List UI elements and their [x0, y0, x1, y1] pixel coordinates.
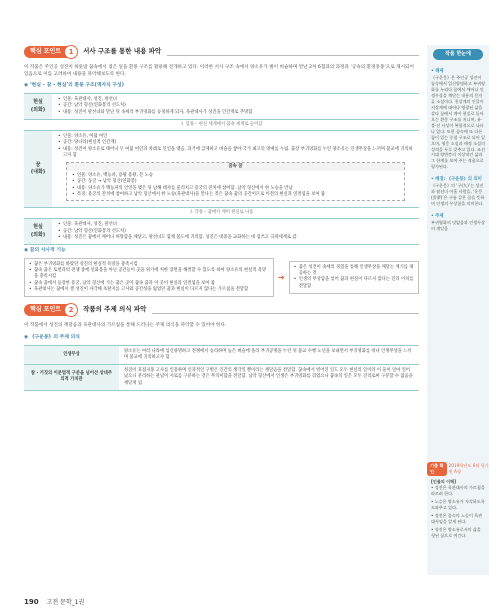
list-item: • 공간: 동굴 → 남악 형산(연화봉)	[72, 179, 399, 185]
quiz-source: 2019학년도 6월 평가원 A형	[448, 463, 489, 475]
list-item: • 내용: 성진이 양소유로 태어나 두 여덟 여인과 차례로 인연을 맺음. 과거에 급제하고 벼슬을 쌓아 국가 최고의 영예를 누림. 출장 부귀영화를 누린 양소유는 인생무상을 느끼며 불교에 귀의하고자 함	[58, 147, 413, 159]
section2-number: 2	[64, 303, 78, 317]
inner-box-title: 꿈속 꿈	[67, 163, 404, 171]
page-number: 190	[24, 598, 39, 606]
section1-tag: 핵심 포인트	[24, 46, 67, 58]
list-item: • 성진은 육관대사의 가르침을 따르려 한다.	[431, 485, 485, 497]
frame-label-sub: (내화)	[30, 169, 46, 176]
frame-label	[24, 131, 52, 207]
list-item: • 인물: 양소유, 백능파, 용왕 용왕, 문 노승	[72, 173, 399, 179]
frame-label-sub: (외화)	[30, 106, 46, 113]
flow-box-left	[24, 258, 274, 297]
quiz-head: [인물의 이해]	[431, 479, 456, 485]
bullet-icon: ◉	[24, 83, 30, 89]
divider	[167, 55, 419, 56]
section1-header	[24, 45, 419, 59]
table-cell: 성진이 호접지몽 고사를 인용하며 인과적인 구별은 인간의 생각일 뿐이라는 깨달음을 전달함. 꿈속에서 벌어진 일도 모두 현실의 일이라 이 둘이 얼마 일어났으니 분리하는 관념이 서로를 구분하는 것은 무의미함을 전달함. 남악 형산에서 인생은 부귀영화를 겪었으나 꿈속의 일은 모두 진리로써 구분할 수 없음을 깨닫게 됨	[119, 365, 419, 391]
sidebar-section-theme	[427, 209, 489, 234]
book-title: 고전 문학_1권	[46, 599, 85, 606]
list-item: • 인물: 육관대사, 성진, 팔선녀	[58, 222, 413, 228]
list-item: • 꿈은 성진이 속세의 경험을 통해 인생무상을 깨닫는 계기를 제공하는 것	[294, 265, 414, 277]
transition-arrow-1	[24, 122, 419, 128]
frame-body	[52, 131, 419, 207]
table-row-label: 인생무상	[24, 345, 119, 364]
page-footer	[24, 597, 84, 608]
frame-row-reality-1	[24, 93, 419, 120]
subheading-text: 꿈의 서사적 기능	[29, 247, 66, 253]
flow-box-right	[289, 261, 419, 294]
sidebar-section-title: • 주제	[431, 214, 444, 220]
bullet-icon: ◉	[24, 334, 30, 340]
sidebar-header: 작품 한눈에	[433, 49, 483, 60]
section2-header	[24, 303, 419, 317]
main-content	[24, 45, 419, 391]
list-item: • 인물: 양소유, 여덟 여인	[58, 134, 413, 140]
sidebar-section-text: 《구운몽》은 주인공 성진이 꿈속에서 입신양명하고 부귀영화를 누리다 꿈에서 깨어나 인생무상을 깨닫는 내용의 몽자류 소설이다. 천상계의 인물이 지상계에 태어나 영광된 삶을 살다 꿈에서 깨어 현실로 돌아오는 환몽 구조를 지니며, 유·불·선 사상이 복합적으로 나타나 있다. 또한 꿈속에 또 다른 꿈이 있는 중첩 구조로 되어 있으며, 영웅 소설과 애정 소설의 성격을 두루 갖추고 있다. 조선 시대 양반층의 이상적인 삶과 그 한계를 보여 주는 작품으로 평가된다.	[431, 75, 486, 170]
quiz-list	[431, 485, 485, 538]
frame-row-dream	[24, 130, 419, 208]
section1-title: 서사 구조를 통한 내용 파악	[83, 47, 162, 56]
dream-list	[58, 134, 413, 159]
table-row	[24, 345, 419, 364]
inner-list	[72, 173, 399, 198]
sidebar-section-title-meaning	[427, 172, 489, 209]
table-row-label: 참 · 거짓의 이분법적 구분을 넘어선 상대주의적 가치관	[24, 365, 119, 391]
frame-body	[52, 94, 419, 119]
list-item: • 내용: 성진은 꿈에서 깨어나 허망함을 깨닫고, 팔선녀도 함께 불도에 귀의함. 성진은 대중을 교화하는 데 힘쓰고 극락세계로 감	[58, 235, 413, 241]
subheading-text: 《구운몽》의 주제 의식	[29, 334, 80, 340]
meaning-subheading	[24, 248, 419, 255]
section2-subheading	[24, 335, 419, 342]
section1-number: 1	[64, 45, 78, 59]
transition-arrow-2	[24, 210, 419, 216]
list-item: • 특징: 용궁의 잔치에 참여하고 남악 형산에서 한 노승(육관대사)을 만나는 것은 꿈속 꿈의 공간이므로 이전의 현실과 연결됨을 보여 줌	[72, 192, 399, 198]
list-item: • 공간: 당나라(현실적 인간계)	[58, 140, 413, 146]
quiz-box	[427, 462, 489, 543]
sidebar-section-overview	[427, 64, 489, 172]
frame-label	[24, 94, 52, 119]
list-item: • 성진은 양소유로서의 삶을 헛된 꿈으로 여긴다.	[431, 526, 481, 538]
quiz-header	[427, 462, 489, 476]
list-item: • 공간: 남악 형산(연화봉의 선도처)	[58, 103, 413, 109]
frame-row-reality-2	[24, 218, 419, 245]
section2-intro: 이 작품에서 성진의 깨달음과 육관대사의 가르침을 통해 드러나는 주제 의식을 파악할 수 있어야 한다.	[24, 323, 227, 329]
frame-label	[24, 219, 52, 244]
table-cell: 양소유는 여러 나라에 입신양명하고 전쟁에서 승리하며 높은 벼슬에 올라 부귀공명을 누린 뒤 불교 수행 노년을 보내면서 부귀영화를 떠나 인생무상을 느끼며 불교에 귀의하고자 함	[119, 345, 419, 364]
list-item: • 인물: 육관대사, 성진, 팔선녀	[58, 97, 413, 103]
sidebar-section-text: 부귀영화의 덧없음과 인생무상의 깨달음	[431, 220, 486, 232]
sidebar-section-title: • 배경: 《구운몽》의 의미	[431, 177, 482, 183]
down-arrow-icon: ⇩	[189, 210, 195, 216]
list-item: • 내용: 양소유가 백능파의 인연을 맺은 뒤 남해 태자를 물리치고 용궁의 잔치에 참여함. 남악 형산에서 한 노승을 만남	[72, 186, 399, 192]
list-item: • 인생의 무상함을 넣어 꿈과 현실이 다르지 않다는 진리 이치를 전달함	[294, 277, 414, 289]
section1-intro: 이 작품은 주인공 성진이 하룻밤 꿈속에서 겪은 일을 환몽 구조를 활용해 전개하고 있다. 이러한 서사 구조 속에서 양소유가 벌이 벼슬하며 만난 2처 6첩과의 과정과 ‘공속의 환경흥몽’으로 제시되어 있음으로 이를 고려하여 내용을 파악해보도록 한다.	[24, 65, 414, 77]
table-row	[24, 365, 419, 391]
section2-tag: 핵심 포인트	[24, 304, 67, 316]
sidebar-section-text: 《구운몽》의 ‘구(九)’는 성진과 팔선녀 아홉 사람을, ‘운몽(雲夢)’은 구름 같은 꿈을 뜻하며 인생의 무상함을 의미한다.	[431, 183, 485, 207]
list-item: • 성진은 꿈속의 노승이 육관대사임을 알게 된다.	[431, 512, 483, 524]
list-item: • 꿈은 부귀영화를 바랐던 성진의 현실적 욕망을 충족시킴	[29, 262, 269, 268]
list-item: • 공간: 남악 형산(연화봉의 선도처)	[58, 229, 413, 235]
divider	[152, 313, 419, 314]
section2-title: 작품의 주제 의식 파악	[83, 305, 147, 314]
frame-label-main: 현실	[33, 224, 43, 231]
subheading-text: ‘현실 – 꿈 – 현실’의 환몽 구조(액자식 구성)	[29, 83, 124, 89]
bullet-icon: ◉	[24, 247, 30, 253]
theme-table	[24, 345, 419, 391]
list-item: • 육관대사는 꿈에서 깬 성진이 자각해 초탈지를 고사와 공간성을 잃었던 꿈과 현실이 다르지 않다는 가르침을 전달함	[29, 287, 269, 293]
list-item: • 노승은 양소유가 자각하도록 도와주고 있다.	[431, 498, 485, 510]
list-item: • 꿈속 꿈에서 등장한 용궁, 남악 형산에 가는 꿈은 곳이 꿈속 꿈과 이 곳이 현실과 연결됨을 보여 줌	[29, 281, 269, 287]
dream-in-dream-box	[66, 162, 405, 201]
list-item: • 내용: 성진이 팔선녀와 만난 뒤 속세의 부귀영화를 동경하게 되자, 육관대사가 성진을 인간계로 추방함	[58, 110, 413, 116]
frame-body	[52, 219, 419, 244]
sidebar-section-title: • 해제	[431, 69, 444, 75]
right-arrow-icon: ➜	[278, 272, 285, 282]
quiz-content	[427, 476, 489, 543]
quiz-tag: 기출 확인	[427, 462, 447, 476]
section1-subheading	[24, 83, 419, 90]
frame-label-sub: (외화)	[30, 231, 46, 238]
frame-label-main: 꿈	[35, 161, 41, 168]
meaning-flow	[24, 258, 419, 297]
arrow-text: 각몽 – 꿈에서 깨어 현실로 나옴	[194, 210, 254, 216]
down-arrow-icon: ⇩	[180, 121, 186, 127]
frame-label-main: 현실	[33, 99, 43, 106]
arrow-text: 입몽 – 현실 세계에서 꿈속 세계로 들어감	[185, 121, 263, 127]
list-item: • 꿈속 꿈은 토번과의 전쟁 중에 연화봉을 아닌 공간들이 곳을 위기에 처한 장면을 해결할 수 있도록 하여 양소유의 현실적 욕망을 충족시킴	[29, 268, 269, 280]
